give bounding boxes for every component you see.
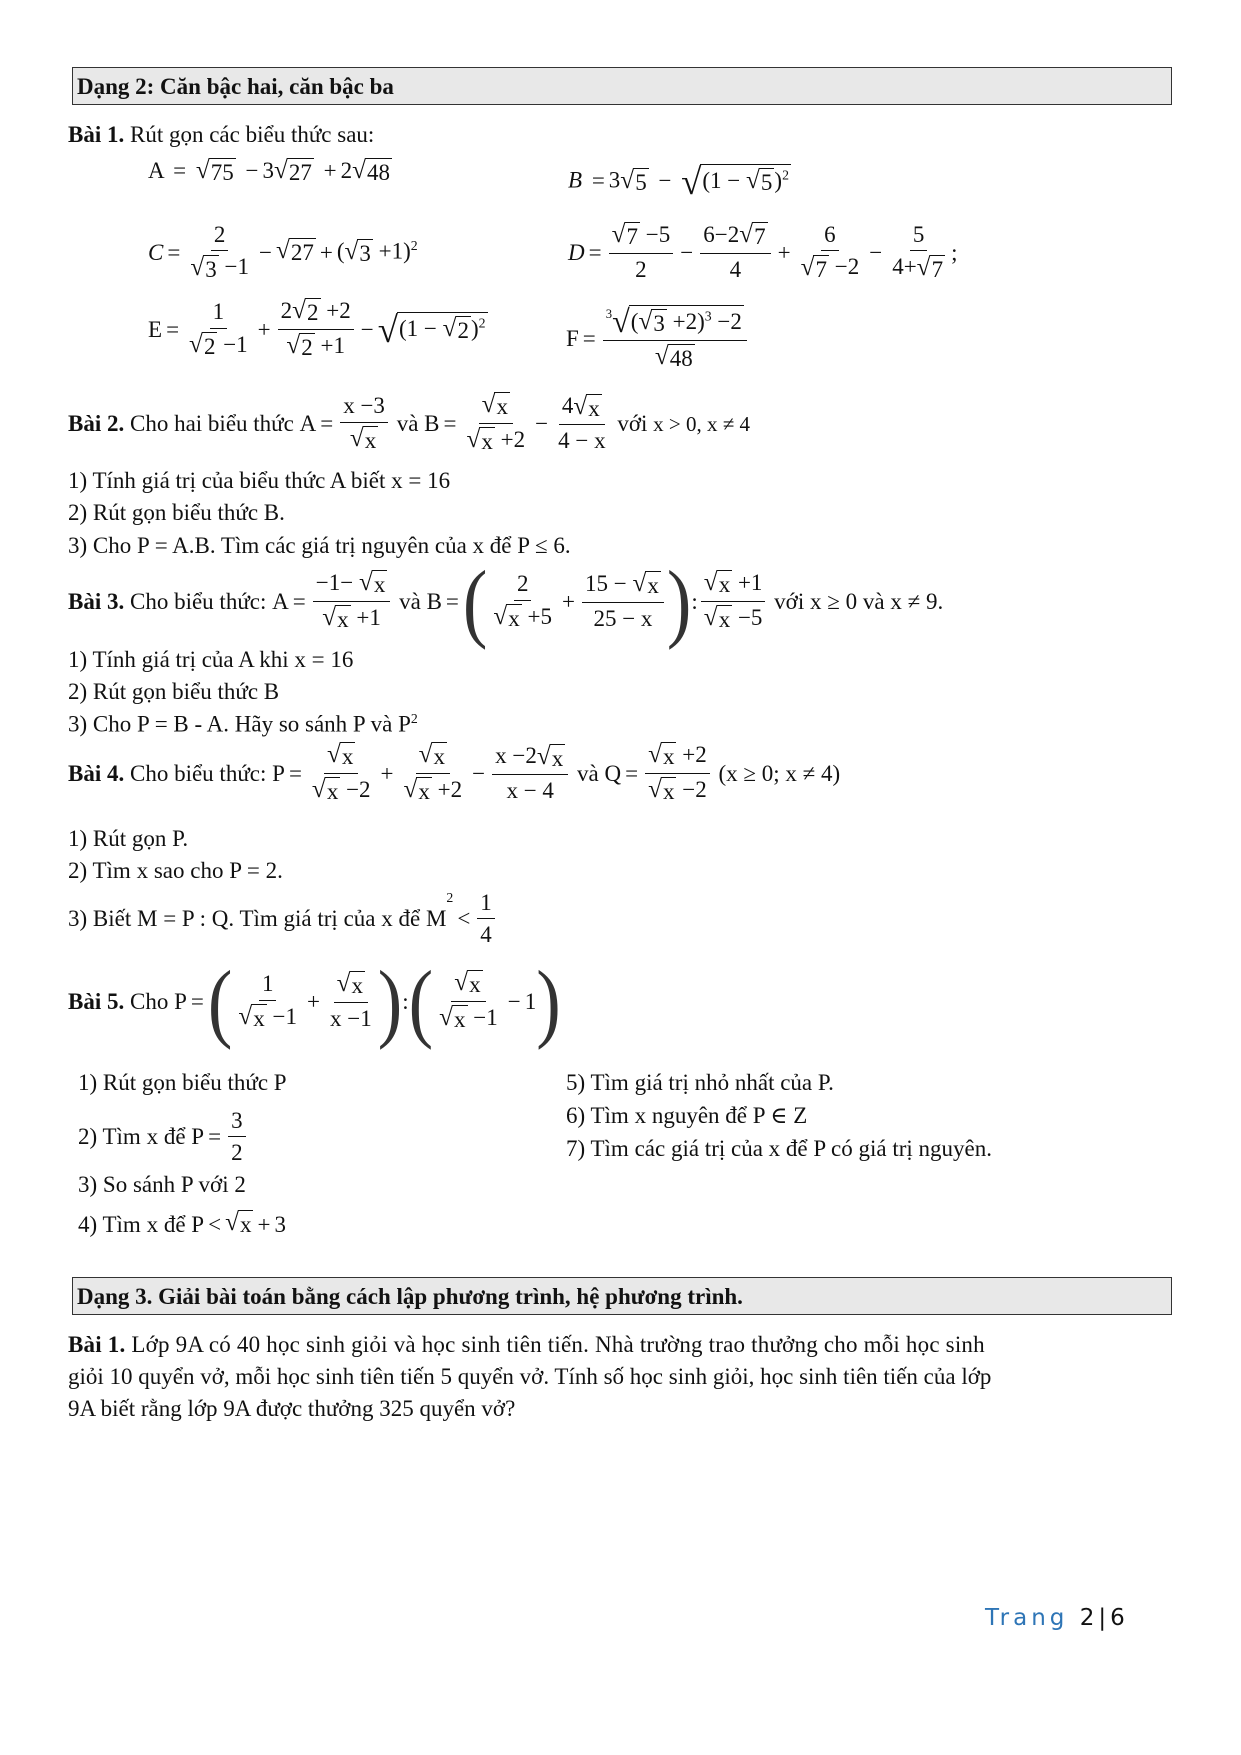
exercise-text: Cho biểu thức: [129, 588, 267, 614]
connector-text: với [774, 588, 805, 614]
bai5-q6: 6) Tìm x nguyên để P ∈ Z [566, 1103, 808, 1128]
bai5-q7: 7) Tìm các giá trị của x để P có giá trị nguyên. [566, 1136, 993, 1161]
bai5-q2: 2) Tìm x để P = $\frac{3}{2}$ [78, 1108, 249, 1167]
footer-separator: | [1098, 1605, 1107, 1631]
dang3-bai1-line3: 9A biết rằng lớp 9A được thưởng 325 quyển vở? [68, 1396, 516, 1421]
var-name: F [566, 326, 579, 352]
bai5-q3: 3) So sánh P với 2 [78, 1172, 246, 1197]
section-heading-dang3 [72, 1277, 1172, 1315]
exercise-label: Bài 1. [68, 1332, 126, 1357]
exercise-text: Cho hai biểu thức [129, 411, 294, 437]
bai3-q1: 1) Tính giá trị của A khi x = 16 [68, 647, 354, 672]
text: 3) Cho P = B - A. Hãy so sánh P và P [68, 711, 411, 737]
page-total: 6 [1110, 1605, 1125, 1631]
connector-text: và [577, 761, 599, 787]
exercise-label: Bài 1. [68, 122, 125, 147]
bai4-q2: 2) Tìm x sao cho P = 2. [68, 858, 283, 883]
bai4-q1: 1) Rút gọn P. [68, 826, 189, 851]
bai5: Bài 5. Cho P = ( 1 √ x −1 + √ x x −1 ) : ( √ x √ x −1 − 1 ) [68, 951, 561, 1051]
text: . Tìm giá trị của x để [228, 906, 421, 932]
exercise-label: Bài 3. [68, 588, 125, 614]
connector-text: và [862, 588, 885, 614]
exercise-text: Cho biểu thức: [129, 761, 267, 787]
condition-text: (x ≥ 0; x ≠ 4) [718, 761, 841, 787]
condition-text: x ≠ 9. [890, 588, 944, 614]
exercise-label: Bài 4. [68, 761, 125, 787]
var-name: E [148, 317, 163, 343]
section-title: Dạng 3. Giải bài toán bằng cách lập phương trình, hệ phương trình. [77, 1284, 743, 1309]
bai5-q4: 4) Tìm x để P < √ x + 3 [78, 1208, 286, 1238]
condition-text: x ≥ 0 [809, 588, 858, 614]
bai5-q1: 1) Rút gọn biểu thức P [78, 1070, 287, 1095]
text: 4) Tìm x để [78, 1211, 186, 1237]
expression-b: B = 3 √ 5 − √ (1 − √ 5 )$^2$ [568, 161, 789, 202]
superscript: 2 [410, 711, 418, 726]
bai3-q3 [68, 711, 418, 738]
expression-e: E = 1 √ 2 −1 + 2 √ 2 +2 √ 2 +1 − √ (1 − √ 2 )$^2$ [148, 296, 486, 361]
dang3-bai1-line1 [68, 1332, 985, 1358]
footer-word: Trang [985, 1605, 1069, 1631]
text: để [489, 533, 512, 558]
var-name: C [148, 239, 164, 265]
expression-c: C = 2 √ 3 −1 − √ 27 + ( √ 3 +1)$^2$ [148, 222, 418, 282]
expression-f: F = $^3$ √ ( √ 3 +2)$^3$ −2 √ 48 [566, 305, 750, 373]
exercise-text: Rút gọn các biểu thức sau: [129, 122, 375, 147]
bai5-q5: 5) Tìm giá trị nhỏ nhất của P. [566, 1070, 834, 1095]
exercise-label: Bài 5. [68, 988, 125, 1014]
math-text: < [457, 906, 471, 932]
exercise-label: Bài 2. [68, 411, 125, 437]
connector-text: và [399, 588, 421, 614]
paragraph-text: Lớp 9A có 40 học sinh giỏi và học sinh tiên tiến. Nhà trường trao thưởng cho mỗi học sinh [131, 1332, 985, 1357]
section-title: Dạng 2: Căn bậc hai, căn bậc ba [77, 74, 394, 99]
bai3: Bài 3. Cho biểu thức: A = −1− √ x √ x +1 và B = ( 2 √ x +5 + 15 − √ x 25 − x ) : √ x +1 √ x −5 với x ≥ 0 và x ≠ 9. [68, 551, 944, 651]
text: 3) Biết [68, 906, 132, 932]
text: 2) Tìm x để [78, 1124, 186, 1150]
connector-text: và [396, 411, 419, 437]
bai1-dang2 [68, 122, 374, 148]
bai2-q2: 2) Rút gọn biểu thức B. [68, 500, 285, 525]
expression-a: A = √ 75 − 3 √ 27 + 2 √ 48 [148, 156, 390, 186]
expression-d: D = √ 7 −5 2 − 6−2 √ 7 4 + 6 √ 7 −2 − 5 4+ √ 7 ; [568, 220, 958, 283]
condition-text: x > 0, x ≠ 4 [653, 411, 751, 436]
exercise-text: Cho [129, 988, 169, 1014]
connector-text: với [617, 411, 648, 437]
bai4: Bài 4. Cho biểu thức: P = √ x √ x −2 + √ x √ x +2 − x −2 √ x x − 4 và Q = √ x +2 √ x −2 (x ≥ 0; x ≠ 4) [68, 740, 841, 805]
text: . Tìm các giá trị nguyên của [209, 533, 467, 558]
math-text: x [472, 533, 485, 558]
superscript: 2 [446, 890, 454, 905]
math-text: M = P : Q [137, 906, 229, 932]
bai2: Bài 2. Cho hai biểu thức A = x −3 √ x và B = √ x √ x +2 − 4 √ x 4 − x với x > 0, x ≠ 4 [68, 390, 751, 455]
text: 3) Cho [68, 533, 132, 558]
page-number: 2 [1079, 1605, 1095, 1631]
math-text: M [425, 906, 447, 932]
page-footer [985, 1605, 1125, 1631]
var-name: B [568, 167, 583, 193]
bai3-q2: 2) Rút gọn biểu thức B [68, 679, 280, 704]
section-heading-dang2 [72, 67, 1172, 105]
var-name: D [568, 239, 585, 265]
math-text: P ≤ 6. [517, 533, 571, 558]
bai4-q3: 3) Biết M = P : Q . Tìm giá trị của x để M 2 < $\frac{1}{4}$ [68, 890, 498, 949]
bai2-q3 [68, 533, 571, 559]
var-name: A [148, 158, 164, 183]
bai2-q1: 1) Tính giá trị của biểu thức A biết x = 16 [68, 468, 451, 493]
dang3-bai1-line2: giỏi 10 quyển vở, mỗi học sinh tiên tiến 5 quyển vở. Tính số học sinh giỏi, học sinh tiên tiến của lớp [68, 1364, 992, 1389]
math-text: P = A.B [137, 533, 210, 558]
